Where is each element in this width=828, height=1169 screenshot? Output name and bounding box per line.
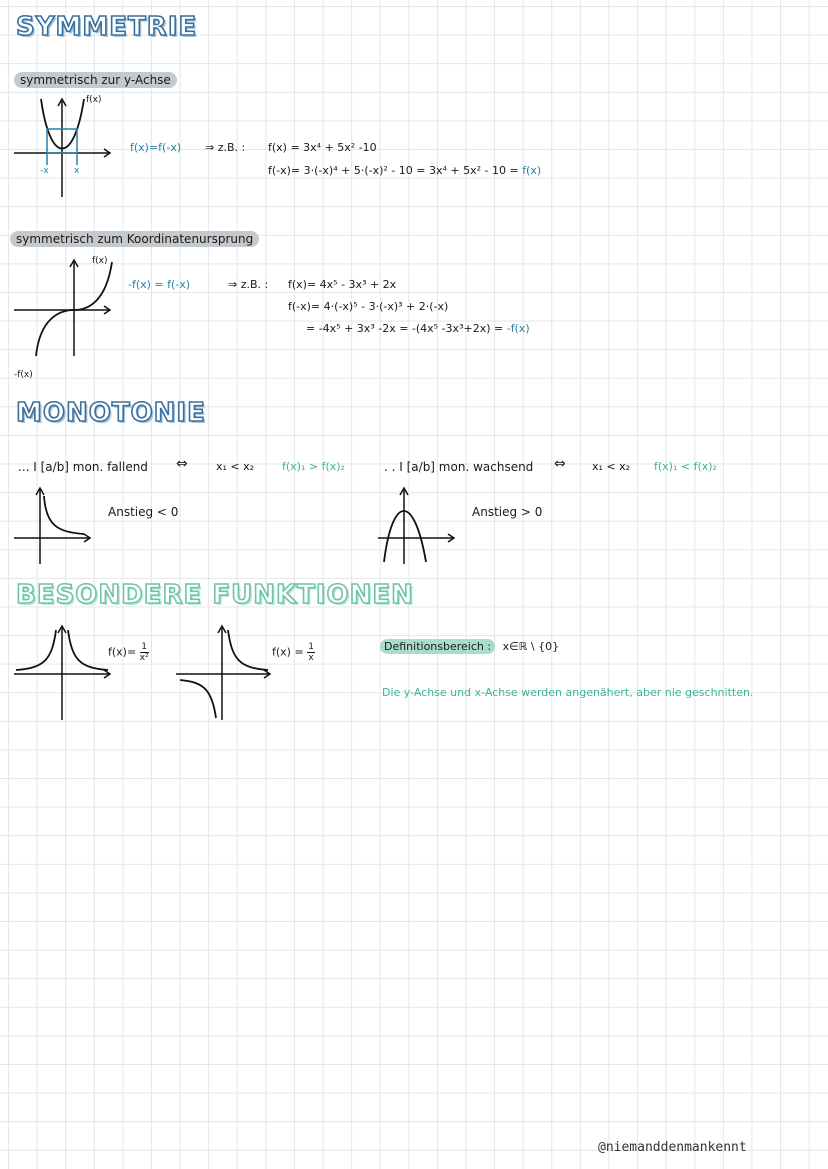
rising-function-graph [378, 486, 458, 566]
symmetry-heading: SYMMETRIE [16, 12, 198, 42]
odd-graph-fx-label: f(x) [92, 256, 108, 266]
even-condition: f(x)=f(-x) [130, 141, 182, 154]
domain-value: x∈ℝ \ {0} [502, 640, 560, 653]
falling-condition: x₁ < x₂ [216, 460, 255, 473]
even-graph-x-label: x [74, 166, 80, 176]
reciprocal-lhs: f(x) = [272, 645, 304, 659]
odd-condition: -f(x) = f(-x) [128, 278, 191, 291]
reciprocal-square-formula [108, 642, 149, 663]
odd-function-graph [14, 256, 124, 361]
reciprocal-square-denominator: x² [139, 653, 149, 663]
falling-equivalence-icon: ⇔ [176, 456, 188, 472]
reciprocal-fraction [307, 642, 315, 663]
rising-slope: Anstieg > 0 [472, 505, 543, 519]
even-function-graph [14, 95, 124, 200]
odd-example-lead: ⇒ z.B. : [228, 278, 269, 291]
even-example-lead: ⇒ z.B. : [205, 141, 246, 154]
even-graph-fx-label: f(x) [86, 95, 102, 105]
reciprocal-square-numerator: 1 [141, 642, 148, 652]
author-credit: @niemanddenmankennt [598, 1140, 747, 1155]
reciprocal-square-lhs: f(x)= [108, 645, 137, 659]
y-axis-symmetry-label: symmetrisch zur y-Achse [14, 72, 177, 88]
even-graph-neg-x-label: -x [40, 166, 49, 176]
even-example-line1: f(x) = 3x⁴ + 5x² -10 [268, 141, 377, 154]
domain-definition [380, 640, 559, 653]
special-functions-heading: BESONDERE FUNKTIONEN [16, 580, 414, 610]
odd-line3-result: -f(x) [506, 322, 530, 335]
even-line2-main: f(-x)= 3·(-x)⁴ + 5·(-x)² - 10 = 3x⁴ + 5x² - 10 = [268, 164, 519, 177]
reciprocal-numerator: 1 [308, 642, 314, 652]
even-line2-result: f(x) [522, 164, 542, 177]
odd-graph-neg-fx-label: -f(x) [14, 370, 33, 380]
reciprocal-square-graph [14, 622, 114, 722]
reciprocal-denominator: x [308, 653, 314, 663]
reciprocal-formula [272, 642, 315, 663]
odd-example-line1: f(x)= 4x⁵ - 3x³ + 2x [288, 278, 397, 291]
rising-label: . . I [a/b] mon. wachsend [384, 460, 534, 474]
rising-result: f(x)₁ < f(x)₂ [654, 460, 717, 473]
origin-symmetry-label: symmetrisch zum Koordinatenursprung [10, 231, 259, 247]
reciprocal-square-fraction [140, 642, 149, 663]
rising-condition: x₁ < x₂ [592, 460, 631, 473]
falling-result: f(x)₁ > f(x)₂ [282, 460, 345, 473]
domain-label: Definitionsbereich : [380, 639, 495, 654]
rising-equivalence-icon: ⇔ [554, 456, 566, 472]
reciprocal-graph [174, 622, 274, 722]
odd-example-line2: f(-x)= 4·(-x)⁵ - 3·(-x)³ + 2·(-x) [288, 300, 449, 313]
even-example-line2 [268, 164, 541, 177]
odd-example-line3 [306, 322, 530, 335]
odd-line3-main: = -4x⁵ + 3x³ -2x = -(4x⁵ -3x³+2x) = [306, 322, 504, 335]
falling-slope: Anstieg < 0 [108, 505, 179, 519]
special-functions-note: Die y-Achse und x-Achse werden angenähert, aber nie geschnitten. [382, 686, 754, 699]
monotony-heading: MONOTONIE [16, 398, 206, 428]
falling-function-graph [14, 486, 94, 566]
falling-label: ... I [a/b] mon. fallend [18, 460, 148, 474]
